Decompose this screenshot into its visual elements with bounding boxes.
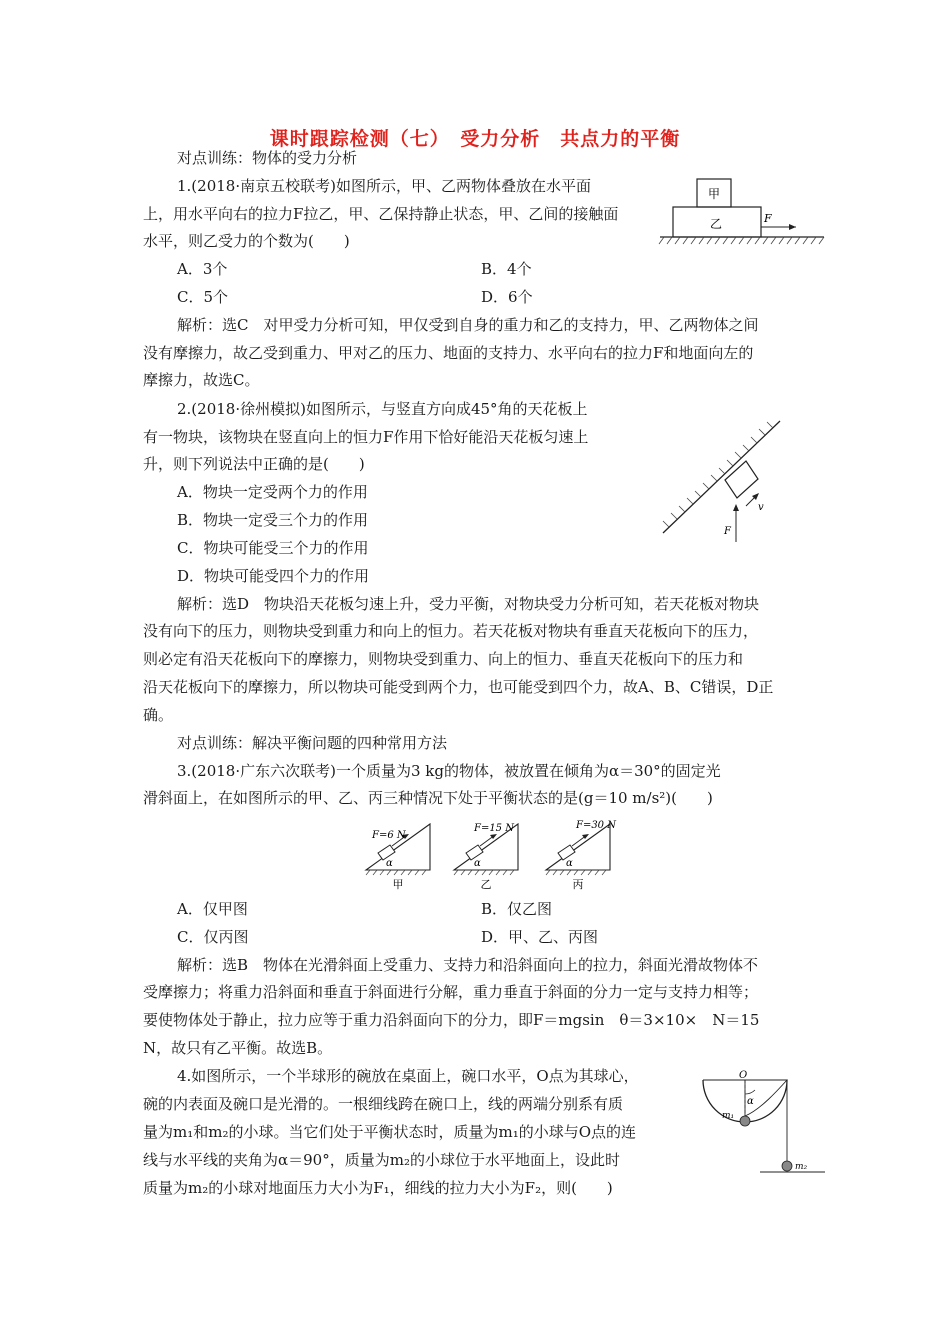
option-c: C．5个 (177, 288, 229, 306)
question-text: 碗的内表面及碗口是光滑的。一根细线跨在碗口上，线的两端分别系有质 (143, 1095, 624, 1113)
question-text: 线与水平线的夹角为α＝90°，质量为m₂的小球位于水平地面上，设此时 (143, 1151, 620, 1169)
analysis-text: 确。 (143, 706, 174, 724)
force-label: F=15 N (474, 823, 514, 834)
analysis-text: 沿天花板向下的摩擦力，所以物块可能受到两个力，也可能受到四个力，故A、B、C错误，D正 (143, 678, 774, 696)
force-label: F=6 N (372, 830, 406, 841)
force-label: F (724, 526, 731, 537)
angle-label: α (386, 858, 393, 869)
figure-label: 丙 (572, 878, 584, 891)
ceiling-hatch (663, 422, 773, 527)
option-a: A．3个 (177, 260, 228, 278)
question-text: 3.(2018·广东六次联考)一个质量为3 kg的物体，被放置在倾角为α＝30°的固定光 (177, 762, 721, 780)
bowl-diagram (700, 1070, 840, 1176)
velocity-label: v (758, 502, 764, 513)
question-text: 滑斜面上，在如图所示的甲、乙、丙三种情况下处于平衡状态的是(g＝10 m/s²)( ) (143, 789, 713, 807)
option-b: B．仅乙图 (481, 900, 553, 918)
ball-m2 (782, 1161, 792, 1171)
option-b: B．4个 (481, 260, 532, 278)
question-text: 有一物块，该物块在竖直向上的恒力F作用下恰好能沿天花板匀速上 (143, 428, 589, 446)
angle-label: α (566, 858, 573, 869)
option-c: C．仅丙图 (177, 928, 249, 946)
analysis-text: 没有摩擦力，故乙受到重力、甲对乙的压力、地面的支持力、水平向右的拉力F和地面向左的 (143, 344, 754, 362)
force-label: F=30 N (576, 820, 616, 831)
angle-label: α (747, 1096, 754, 1107)
page-title: 课时跟踪检测（七） 受力分析 共点力的平衡 (269, 128, 681, 150)
section-heading: 对点训练：解决平衡问题的四种常用方法 (177, 734, 448, 752)
ball-m1 (740, 1116, 750, 1126)
analysis-text: 没有向下的压力，则物块受到重力和向上的恒力。若天花板对物块有垂直天花板向下的压力， (143, 622, 759, 640)
block-jia-label: 甲 (707, 187, 721, 201)
question-text: 质量为m₂的小球对地面压力大小为F₁，细线的拉力大小为F₂，则( ) (143, 1179, 613, 1197)
m2-label: m₂ (795, 1162, 808, 1172)
incline-figure-yi (454, 823, 518, 891)
question-text: 2.(2018·徐州模拟)如图所示，与竖直方向成45°角的天花板上 (177, 400, 588, 418)
question-text: 升，则下列说法中正确的是( ) (143, 455, 365, 473)
incline-diagrams (362, 816, 622, 894)
option-a: A．仅甲图 (177, 900, 248, 918)
option-d: D．物块可能受四个力的作用 (177, 567, 370, 585)
analysis-text: 要使物体处于静止，拉力应等于重力沿斜面向下的分力，即F＝mgsin θ＝3×10× N＝15 (143, 1011, 760, 1029)
incline-figure-bing (546, 820, 617, 891)
analysis-text: 则必定有沿天花板向下的摩擦力，则物块受到重力、向上的恒力、垂直天花板向下的压力和 (143, 650, 744, 668)
center-label: O (739, 1070, 748, 1081)
question-text: 量为m₁和m₂的小球。当它们处于平衡状态时，质量为m₁的小球与O点的连 (143, 1123, 637, 1141)
analysis-text: 解析：选C 对甲受力分析可知，甲仅受到自身的重力和乙的支持力，甲、乙两物体之间 (177, 316, 759, 334)
option-d: D．甲、乙、丙图 (481, 928, 599, 946)
arrow-head (733, 504, 739, 511)
ceiling-line (663, 421, 780, 533)
block (725, 461, 758, 498)
option-c: C．物块可能受三个力的作用 (177, 539, 369, 557)
analysis-text: 摩擦力，故选C。 (143, 371, 260, 389)
block-yi-label: 乙 (709, 217, 723, 231)
arrow-head (789, 224, 796, 230)
analysis-text: 解析：选B 物体在光滑斜面上受重力、支持力和沿斜面向上的拉力，斜面光滑故物体不 (177, 956, 759, 974)
angle-label: α (474, 858, 481, 869)
section-heading: 对点训练：物体的受力分析 (177, 149, 358, 167)
analysis-text: N，故只有乙平衡。故选B。 (143, 1039, 333, 1057)
question-text: 4.如图所示，一个半球形的碗放在桌面上，碗口水平，O点为其球心， (177, 1067, 639, 1085)
question-text: 1.(2018·南京五校联考)如图所示，甲、乙两物体叠放在水平面 (177, 177, 591, 195)
option-d: D．6个 (481, 288, 533, 306)
ceiling-block-diagram (660, 418, 790, 546)
question-text: 水平，则乙受力的个数为( ) (143, 232, 350, 250)
analysis-text: 解析：选D 物块沿天花板匀速上升，受力平衡，对物块受力分析可知，若天花板对物块 (177, 595, 760, 613)
stacked-blocks-diagram (656, 175, 828, 247)
question-text: 上，用水平向右的拉力F拉乙，甲、乙保持静止状态，甲、乙间的接触面 (143, 205, 619, 223)
option-b: B．物块一定受三个力的作用 (177, 511, 369, 529)
force-label: F (764, 212, 772, 225)
option-a: A．物块一定受两个力的作用 (177, 483, 368, 501)
figure-label: 乙 (480, 878, 492, 891)
figure-label: 甲 (392, 878, 404, 891)
angle-arc (745, 1090, 755, 1094)
analysis-text: 受摩擦力；将重力沿斜面和垂直于斜面进行分解，重力垂直于斜面的分力一定与支持力相等； (143, 983, 759, 1001)
m1-label: m₁ (722, 1111, 735, 1121)
incline-figure-jia (366, 824, 430, 891)
ground-hatch (659, 237, 824, 244)
